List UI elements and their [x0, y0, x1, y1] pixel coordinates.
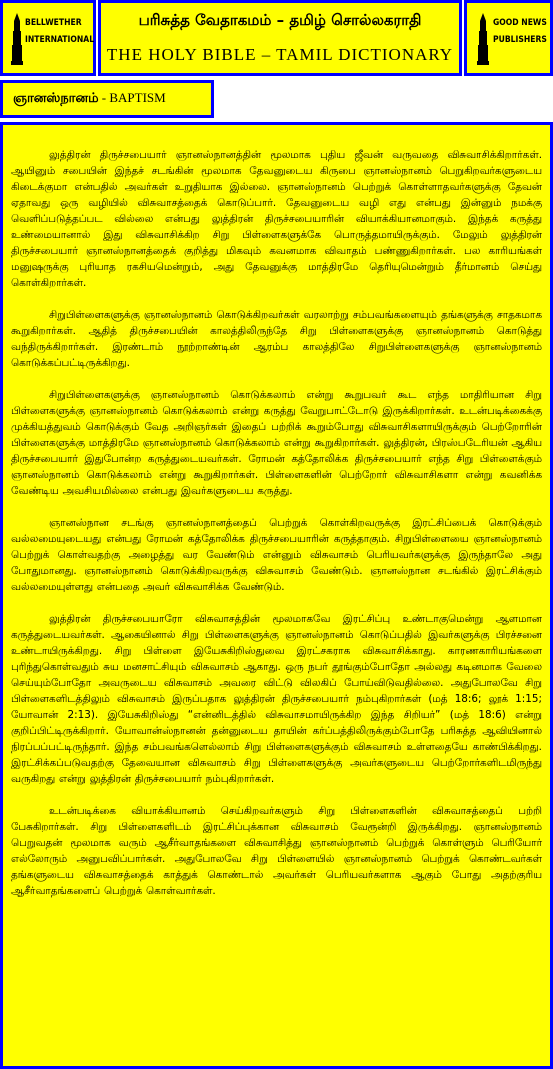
good-news-logo	[464, 0, 553, 76]
title-banner	[98, 0, 462, 76]
paragraph: உடன்படிக்கை வியாக்கியானம் செய்கிறவர்களும் சிறு பிள்ளைகளின் விசுவாசத்தைப் பற்றி பேசுகிறார்கள். சிறு பிள்ளைகளிடம் இரட்சிப்புக்கான விசுவாசம் வேரூன்றி இருக்கிறது. ஞானஸ்நானம் பெறுவதன் மூலமாக வரும் ஆசீர்வாதங்களை விசுவாசித்து ஞானஸ்நானம் பெற்றுக் கொள்ளும் பெரியோர் எல்லோரும் அனுபவிப்பார்கள். அதுபோலவே சிறு பிள்ளையில் ஞானஸ்நானம் பெற்றுக் கொண்டவர்கள் தங்களுடைய விசுவாசத்தைக் காத்துக் கொண்டால் அவர்கள் பெரியவர்களாக ஆகும் போது அதற்குரிய ஆசீர்வாதங்களைப் பெற்றுக் கொள்வார்கள்.	[11, 805, 542, 897]
title-tamil: பரிசுத்த வேதாகமம் – தமிழ் சொல்லகராதி	[138, 11, 422, 29]
paragraph: லுத்திரன் திருச்சபையாரோ விசுவாசத்தின் மூலமாகவே இரட்சிப்பு உண்டாகுமென்று ஆளமான கருத்துடையவர்கள். ஆகையினால் சிறு பிள்ளைகளுக்கு ஞானஸ்நானம் கொடுப்பதில் இவர்களுக்கு பிரச்சனை உண்டாயிருக்கிறது. சிறு பிள்ளை இயேசுகிறிஸ்துவை இரட்சகராக விசுவாசிக்காது. காரணகாரியங்களை புரிந்துகொள்வதும் சுய மனசாட்சியும் விசுவாசம் ஆகாது. ஒரு நபர் தூங்கும்போதோ அல்லது கடினமாக வேலை செய்யும்போதோ அவருடைய விசுவாசம் அவரை விட்டு விலகிப் போய்விடுவதில்லை. அதுபோலவே சிறு பிள்ளைகளிடத்திலும் விசுவாசம் இருப்பதாக லுத்திரன் திருச்சபையார் நம்புகிறார்கள் (மத் 18:6; லூக் 1:15; யோவான் 2:13). இயேசுகிறிஸ்து “என்னிடத்தில் விசுவாசமாயிருக்கிற இந்த சிறியர்” (மத் 18:6) என்று குறிப்பிட்டிருக்கிறார். யோவான்ஸ்நானன் தன்னுடைய தாயின் கர்ப்பத்திலிருக்கும்போதே பரிசுத்த ஆவியினால் நிரப்பப்பட்டிருந்தார். இந்த சம்பவங்களெல்லாம் சிறு பிள்ளைகளுக்கும் விசுவாசம் உள்ளதையே காண்பிக்கிறது. இரட்சிக்கப்படுவதற்கு தேவையான விசுவாசம் சிறு பிள்ளைகளுக்கு அவர்களுடைய பெற்றோர்களிடமிருந்து வருகிறது என்று லுத்திரன் திருச்சபையார் நம்புகிறார்கள்.	[11, 613, 542, 785]
bell-tower-icon	[11, 13, 23, 65]
entry-body	[0, 122, 553, 1069]
logo-line-1: BELLWETHER	[25, 18, 82, 28]
entry-heading-separator: -	[98, 90, 110, 105]
logo-line-2: INTERNATIONAL	[25, 35, 95, 45]
logo-line-1: GOOD NEWS	[493, 18, 547, 28]
paragraph: சிறுபிள்ளைகளுக்கு ஞானஸ்நானம் கொடுக்கிறவர்கள் வரலாற்று சம்பவங்களையும் தங்களுக்கு சாதகமாக கூறுகிறார்கள். ஆதித் திருச்சபையின் காலத்திலிருந்தே சிறு பிள்ளைகளுக்கு ஞானஸ்நானம் கொடுத்து வந்திருக்கிறார்கள். இரண்டாம் நூற்றாண்டின் ஆரம்ப காலத்திலே சிறுபிள்ளைகளுக்கு ஞானஸ்நானம் கொடுக்கப்பட்டிருக்கிறது.	[11, 309, 542, 369]
bell-tower-icon	[477, 13, 489, 65]
entry-heading-tamil: ஞானஸ்நானம்	[13, 91, 99, 106]
bellwether-logo-text	[25, 15, 94, 49]
paragraph: ஞானஸ்நான சடங்கு ஞானஸ்நானத்தைப் பெற்றுக் கொள்கிறவருக்கு இரட்சிப்பைக் கொடுக்கும் வல்லமையுடையது என்பது ரோமன் கத்தோலிக்க திருச்சபையாரின் கருத்தாகும். சிறுபிள்ளையை ஞானஸ்நானம் பெற்றுக் கொள்வதற்கு அழைத்து வர வேண்டும் என்னும் விசுவாசம் பெரியவர்களுக்கு இருந்தாலே அது போதுமானது. ஞானஸ்நானம் கொடுக்கிறவருக்கு விசுவாசம் வேண்டும். ஞானஸ்நான சடங்கில் இரட்சிக்கும் வல்லமையுள்ளது என்பதை அவர் விசுவாசிக்க வேண்டும்.	[11, 517, 542, 593]
paragraph: லுத்திரன் திருச்சபையார் ஞானஸ்நானத்தின் மூலமாக புதிய ஜீவன் வருவதை விசுவாசிக்கிறார்கள். ஆயினும் சபையின் இந்தச் சடங்கின் மூலமாக தேவனுடைய கிருபை ஞானஸ்நானம் பெறுகிறவர்களுடைய கிடைக்குமா என்பதில் அவர்கள் உறுதியாக இல்லை. ஞானஸ்நானம் பெற்றுக் கொள்ளாதவர்களுக்கு தேவன் ஏதாவது ஒரு வழியில் விசுவாசத்தைக் கொடுப்பார். தேவனுடைய வழி எது என்பது இன்னும் நமக்கு வெளிப்படுத்தப்பட வில்லை என்பது லுத்திரன் திருச்சபையாரின் வியாக்கியானமாகும். இந்தக் கருத்து உண்மையானால் இது விசுவாசிக்கிற சிறு பிள்ளைகளுக்கே பொருத்தமாயிருக்கும். மேலும் லுத்திரன் திருச்சபையார் ஞானஸ்நானத்தைக் குறித்து மிகவும் கவனமாக விவாதம் பண்ணுகிறார்கள். பல காரியங்கள் மனுஷருக்கு புரியாத ரகசியமென்றும், அது தேவனுக்கு மாத்திரமே தெரியுமென்றும் தீர்மானம் செய்து கொள்கிறார்கள்.	[11, 149, 542, 289]
paragraph: சிறுபிள்ளைகளுக்கு ஞானஸ்நானம் கொடுக்கலாம் என்று கூறுபவர் கூட எந்த மாதிரியான சிறு பிள்ளைகளுக்கு ஞானஸ்நானம் கொடுக்கலாம் என்று கருத்து வேறுபாட்டோடு இருக்கிறார்கள். உடன்படிக்கைக்கு முக்கியத்துவம் கொடுக்கும் வேத அறிஞர்கள் இதைப் பற்றிக் கூறும்போது விசுவாசிகளாயிருக்கும் பெற்றோரின் பிள்ளைகளுக்கு மாத்திரமே ஞானஸ்நானம் கொடுக்கலாம் என்று கூறுகிறார்கள். லுத்திரன், பிரஸ்படேரியன் ஆகிய திருச்சபையார் இதுபோன்ற கருத்துடையவர்கள். ரோமன் கத்தோலிக்க திருச்சபையார் எந்த சிறு பிள்ளைக்கும் ஞானஸ்நானம் கொடுக்கலாம் என்று கூறுகிறார்கள். பிள்ளைகளின் பெற்றோர் விசுவாசிகளா என்று கவனிக்க வேண்டிய அவசியமில்லை என்பது இவர்களுடைய கருத்து.	[11, 389, 542, 497]
entry-heading-english: BAPTISM	[109, 90, 166, 105]
title-english: THE HOLY BIBLE – TAMIL DICTIONARY	[106, 45, 454, 64]
page-header	[0, 0, 553, 80]
entry-heading-box	[0, 80, 214, 118]
good-news-logo-text	[493, 15, 547, 49]
logo-line-2: PUBLISHERS	[493, 35, 547, 45]
bellwether-logo	[0, 0, 96, 76]
entry-heading	[13, 90, 166, 107]
